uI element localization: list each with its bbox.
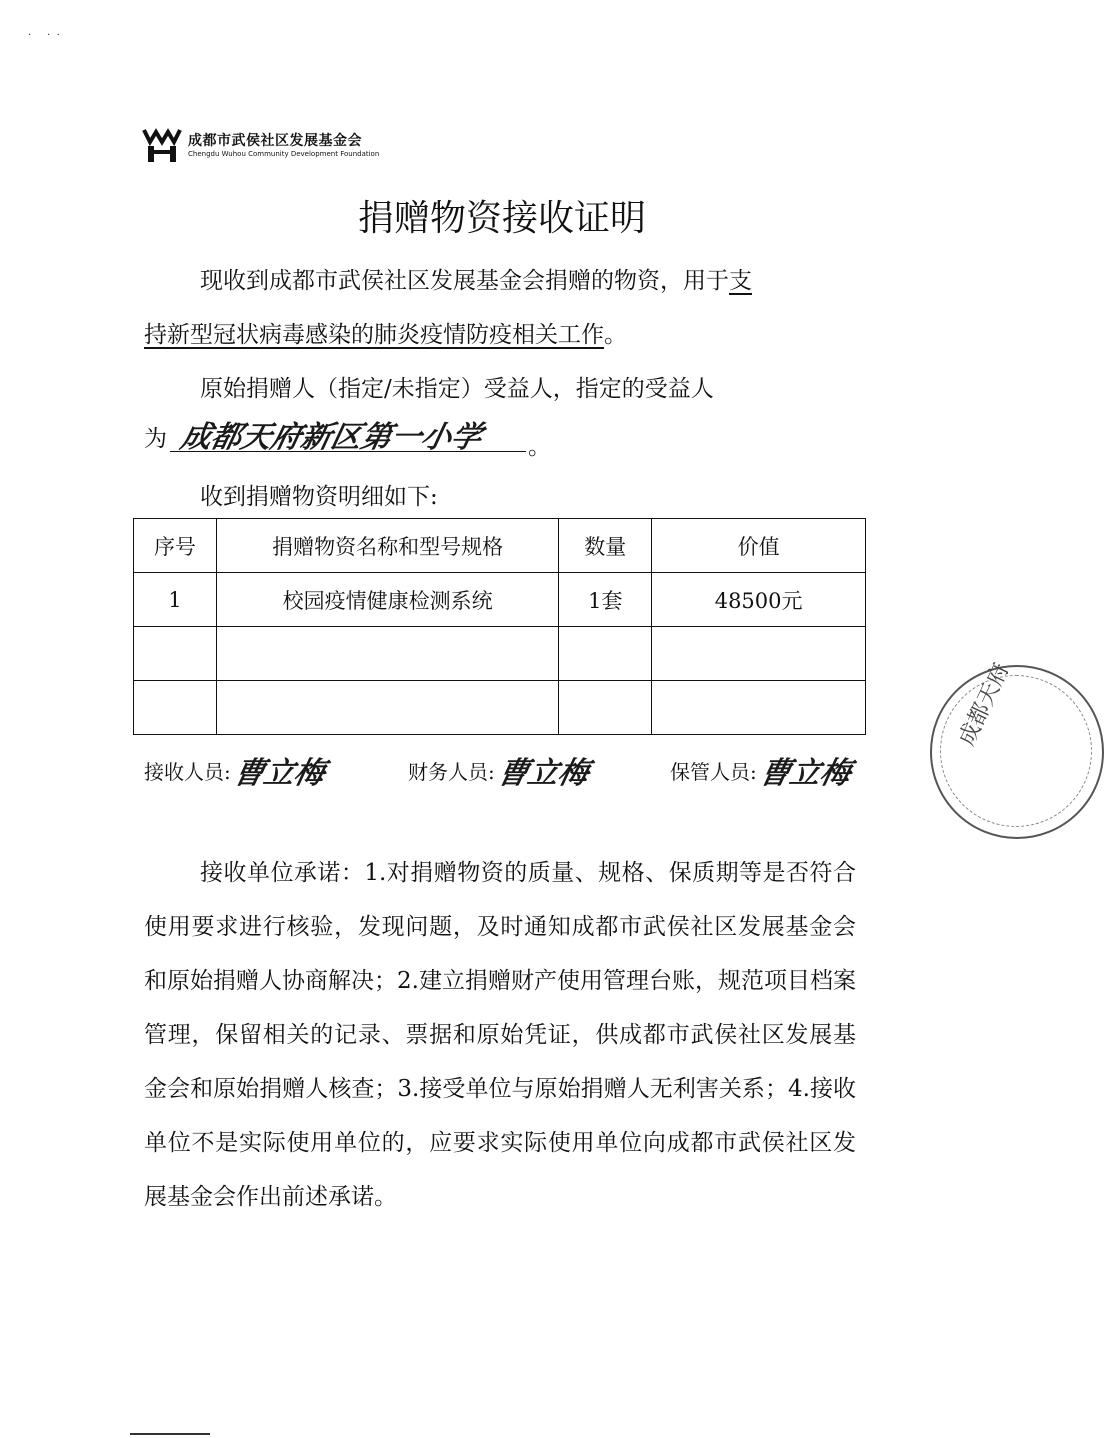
official-stamp [930,659,1104,839]
beneficiary-handwritten [177,412,485,456]
signature-row [144,748,904,798]
header-value: 价值 [652,519,866,573]
cell-quantity: 1套 [559,573,652,627]
custodian-sig: 曹立梅 [756,756,854,791]
table-row [134,627,866,681]
finance-label: 财务人员: [408,760,495,784]
cell-index [134,681,217,735]
cell-index [134,627,217,681]
para2-line1: 原始捐赠人（指定/未指定）受益人，指定的受益人 [200,376,714,402]
para1-purpose: 持新型冠状病毒感染的肺炎疫情防疫相关工作 [144,322,604,348]
para2-prefix: 为 [144,426,167,452]
para2-end: 。 [528,434,551,460]
cell-value [652,681,866,735]
donation-items-table [133,518,866,735]
para1-line2 [144,316,627,349]
org-name: 成都市武侯社区发展基金会 [188,133,362,149]
custodian-label: 保管人员: [670,760,757,784]
commitment-paragraph [144,846,856,1224]
bottom-edge-mark [130,1433,210,1435]
receiver-signature [144,748,328,792]
para1-line1 [200,262,752,295]
beneficiary-name: 成都天府新区第一小学 [177,420,485,455]
cell-index: 1 [134,573,217,627]
scan-specks: · · · [28,30,60,41]
para1-text: 现收到成都市武侯社区发展基金会捐赠的物资，用于 [200,268,729,294]
header-item-name: 捐赠物资名称和型号规格 [216,519,558,573]
details-intro: 收到捐赠物资明细如下: [200,484,438,510]
para2-line2 [144,420,167,453]
receiver-sig: 曹立梅 [230,756,328,791]
foundation-logo-icon [142,128,182,164]
table-row [134,573,866,627]
para1-end: 。 [604,322,627,348]
header-index: 序号 [134,519,217,573]
document-title: 捐赠物资接收证明 [357,198,646,239]
header-quantity: 数量 [559,519,652,573]
cell-quantity [559,627,652,681]
table-header-row [134,519,866,573]
cell-item-name: 校园疫情健康检测系统 [216,573,558,627]
receiver-label: 接收人员: [144,760,231,784]
cell-quantity [559,681,652,735]
cell-value [652,627,866,681]
cell-item-name [216,627,558,681]
beneficiary-underline [170,451,526,452]
para1-underlined-start: 支 [729,268,752,294]
finance-sig: 曹立梅 [494,756,592,791]
stamp-text: 成都天府 [954,659,1015,750]
stamp-ring [940,675,1092,827]
org-name-en: Chengdu Wuhou Community Development Foundation [188,150,380,158]
custodian-signature [670,748,854,792]
cell-item-name [216,681,558,735]
cell-value: 48500元 [652,573,866,627]
finance-signature [408,748,592,792]
commitment-text: 接收单位承诺：1.对捐赠物资的质量、规格、保质期等是否符合使用要求进行核验，发现问题，及时通知成都市武侯社区发展基金会和原始捐赠人协商解决；2.建立捐赠财产使用管理台账，规范项目档案管理，保留相关的记录、票据和原始凭证，供成都市武侯社区发展基金会和原始捐赠人核查；3.接受单位与原始捐赠人无利害关系；4.接收单位不是实际使用单位的，应要求实际使用单位向成都市武侯社区发展基金会作出前述承诺。 [144,860,856,1210]
table-row [134,681,866,735]
org-logo [142,128,382,168]
